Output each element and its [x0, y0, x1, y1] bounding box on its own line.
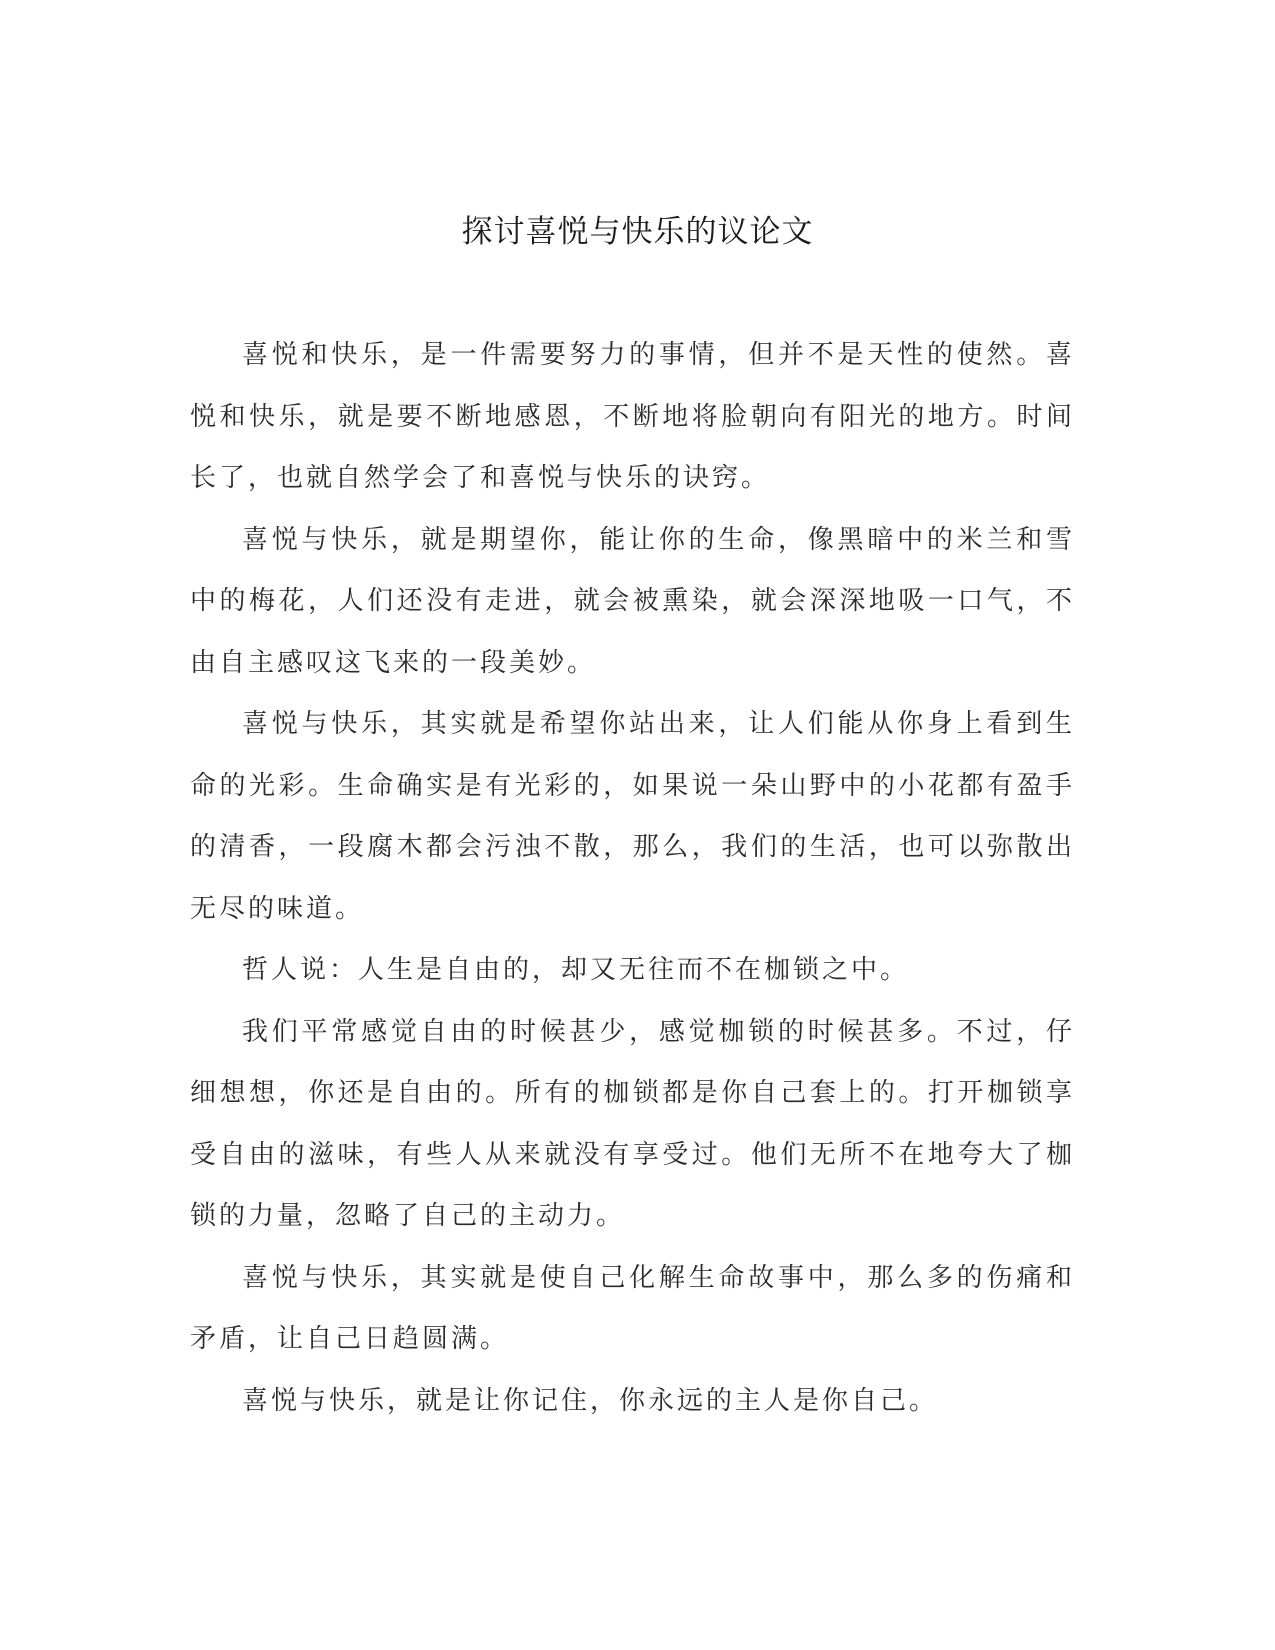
paragraph: 喜悦和快乐，是一件需要努力的事情，但并不是天性的使然。喜悦和快乐，就是要不断地感恩，不断地将脸朝向有阳光的地方。时间长了，也就自然学会了和喜悦与快乐的诀窍。	[190, 340, 1075, 493]
paragraph: 喜悦与快乐，就是期望你，能让你的生命，像黑暗中的米兰和雪中的梅花，人们还没有走进，就会被熏染，就会深深地吸一口气，不由自主感叹这飞来的一段美妙。	[190, 524, 1075, 678]
document-title: 探讨喜悦与快乐的议论文	[461, 214, 814, 250]
paragraph: 哲人说：人生是自由的，却又无往而不在枷锁之中。	[242, 955, 910, 985]
document-body	[190, 325, 1075, 1432]
paragraph: 喜悦与快乐，就是让你记住，你永远的主人是你自己。	[242, 1385, 939, 1416]
paragraph: 喜悦与快乐，其实就是希望你站出来，让人们能从你身上看到生命的光彩。生命确实是有光彩的，如果说一朵山野中的小花都有盈手的清香，一段腐木都会污浊不散，那么，我们的生活，也可以弥散出无尽的味道。	[190, 709, 1075, 924]
paragraph: 我们平常感觉自由的时候甚少，感觉枷锁的时候甚多。不过，仔细想想，你还是自由的。所有的枷锁都是你自己套上的。打开枷锁享受自由的滋味，有些人从来就没有享受过。他们无所不在地夸大了枷锁的力量，忽略了自己的主动力。	[190, 1016, 1075, 1231]
paragraph: 喜悦与快乐，其实就是使自己化解生命故事中，那么多的伤痛和矛盾，让自己日趋圆满。	[190, 1262, 1075, 1354]
